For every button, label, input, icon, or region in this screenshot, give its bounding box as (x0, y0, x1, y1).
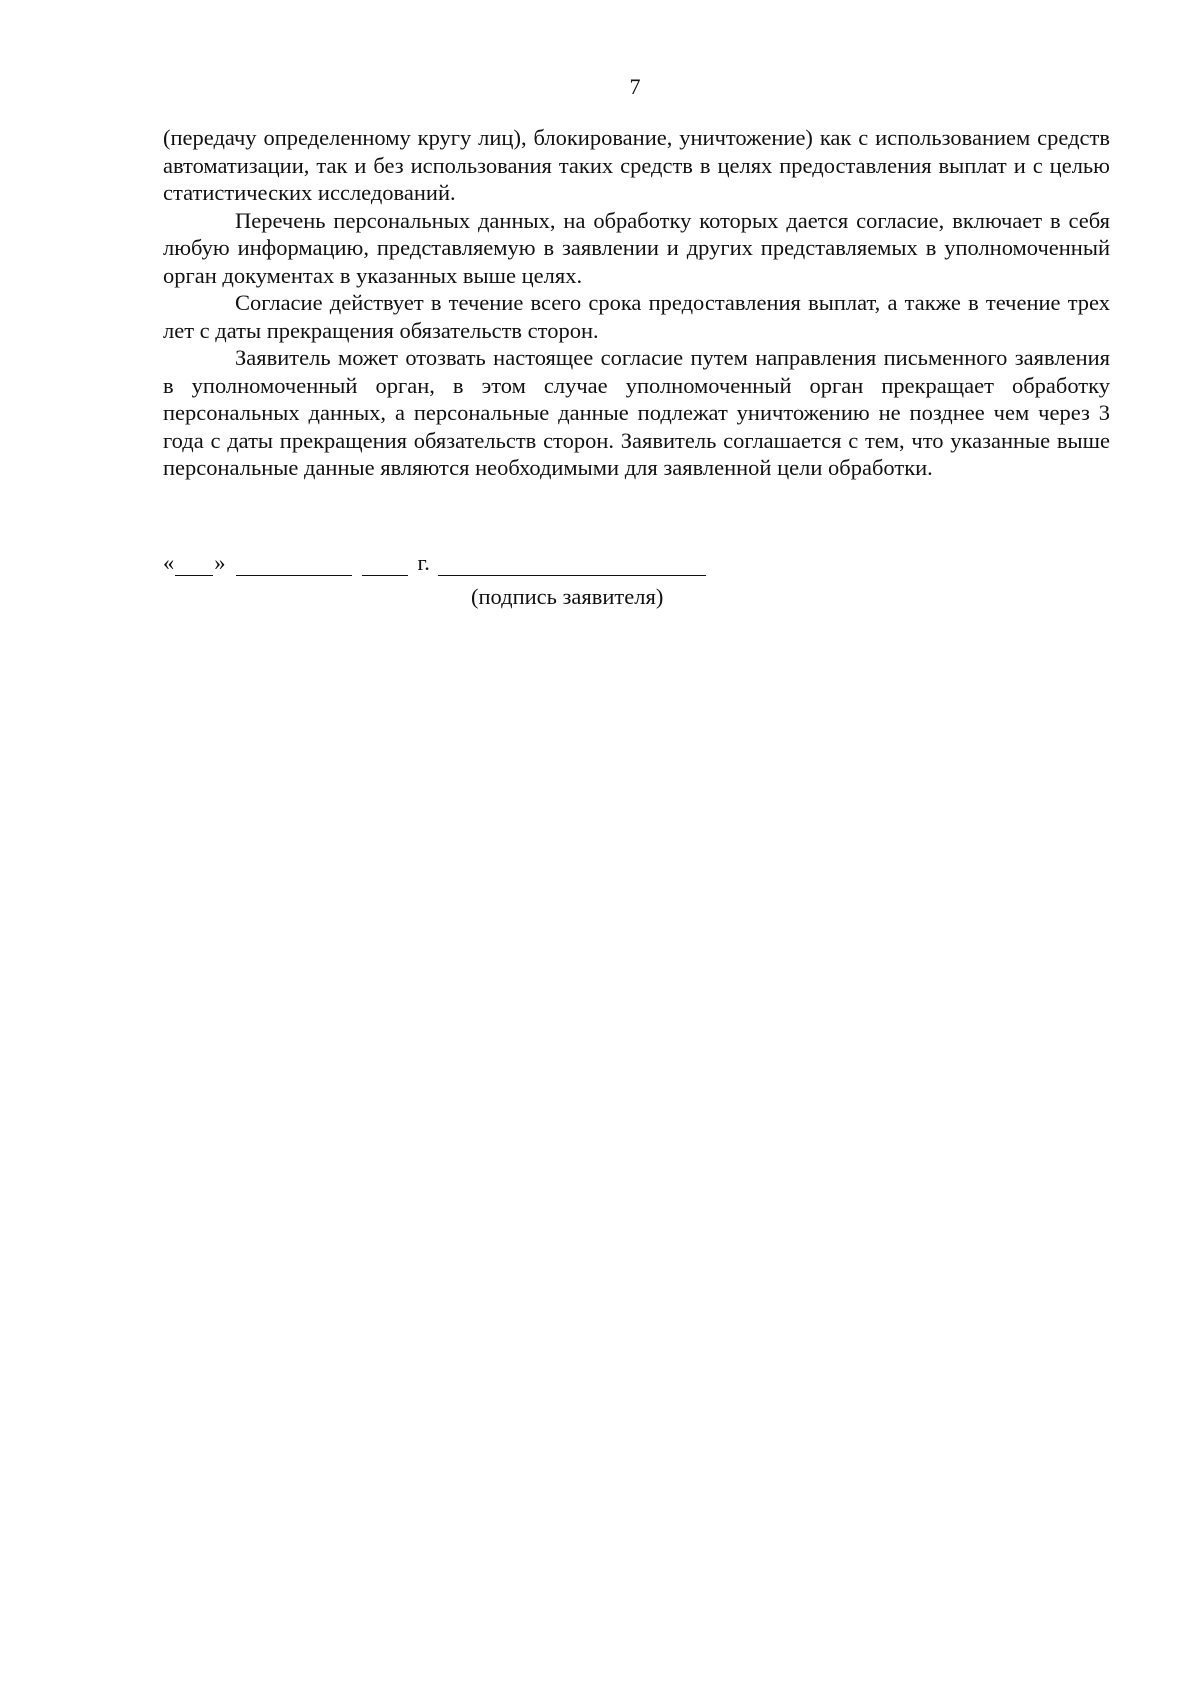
year-suffix: г. (417, 550, 430, 575)
page-number: 7 (629, 74, 641, 99)
paragraph-validity: Согласие действует в течение всего срока предоставления выплат, а также в течение трех лет с даты прекращения обязательств сторон. (163, 290, 1110, 343)
day-blank (175, 553, 213, 576)
year-blank (362, 553, 408, 576)
paragraph-continuation: (передачу определенному кругу лиц), блокирование, уничтожение) как с использованием средств автоматизации, так и без использования таких средств в целях предоставления выплат и с целью статистических исследований. (163, 125, 1110, 205)
signature-caption: (подпись заявителя) (471, 584, 664, 609)
signature-blank (438, 553, 706, 576)
date-signature-line (163, 548, 723, 576)
paragraph-revocation: Заявитель может отозвать настоящее согласие путем направления письменного заявления в уполномоченный орган, в этом случае уполномоченный орган прекращает обработку персональных данных, а персональные данные подлежат уничтожению не позднее чем через 3 года с даты прекращения обязательств сторон. Заявитель соглашается с тем, что указанные выше персональные данные являются необходимыми для заявленной цели обработки. (163, 345, 1110, 480)
consent-text (163, 124, 1110, 482)
signature-block (163, 548, 723, 609)
close-quote: » (214, 550, 226, 575)
open-quote: « (163, 550, 175, 575)
paragraph-data-list: Перечень персональных данных, на обработку которых дается согласие, включает в себя любую информацию, представляемую в заявлении и других представляемых в уполномоченный орган документах в указанных выше целях. (163, 207, 1110, 288)
month-blank (236, 553, 352, 576)
